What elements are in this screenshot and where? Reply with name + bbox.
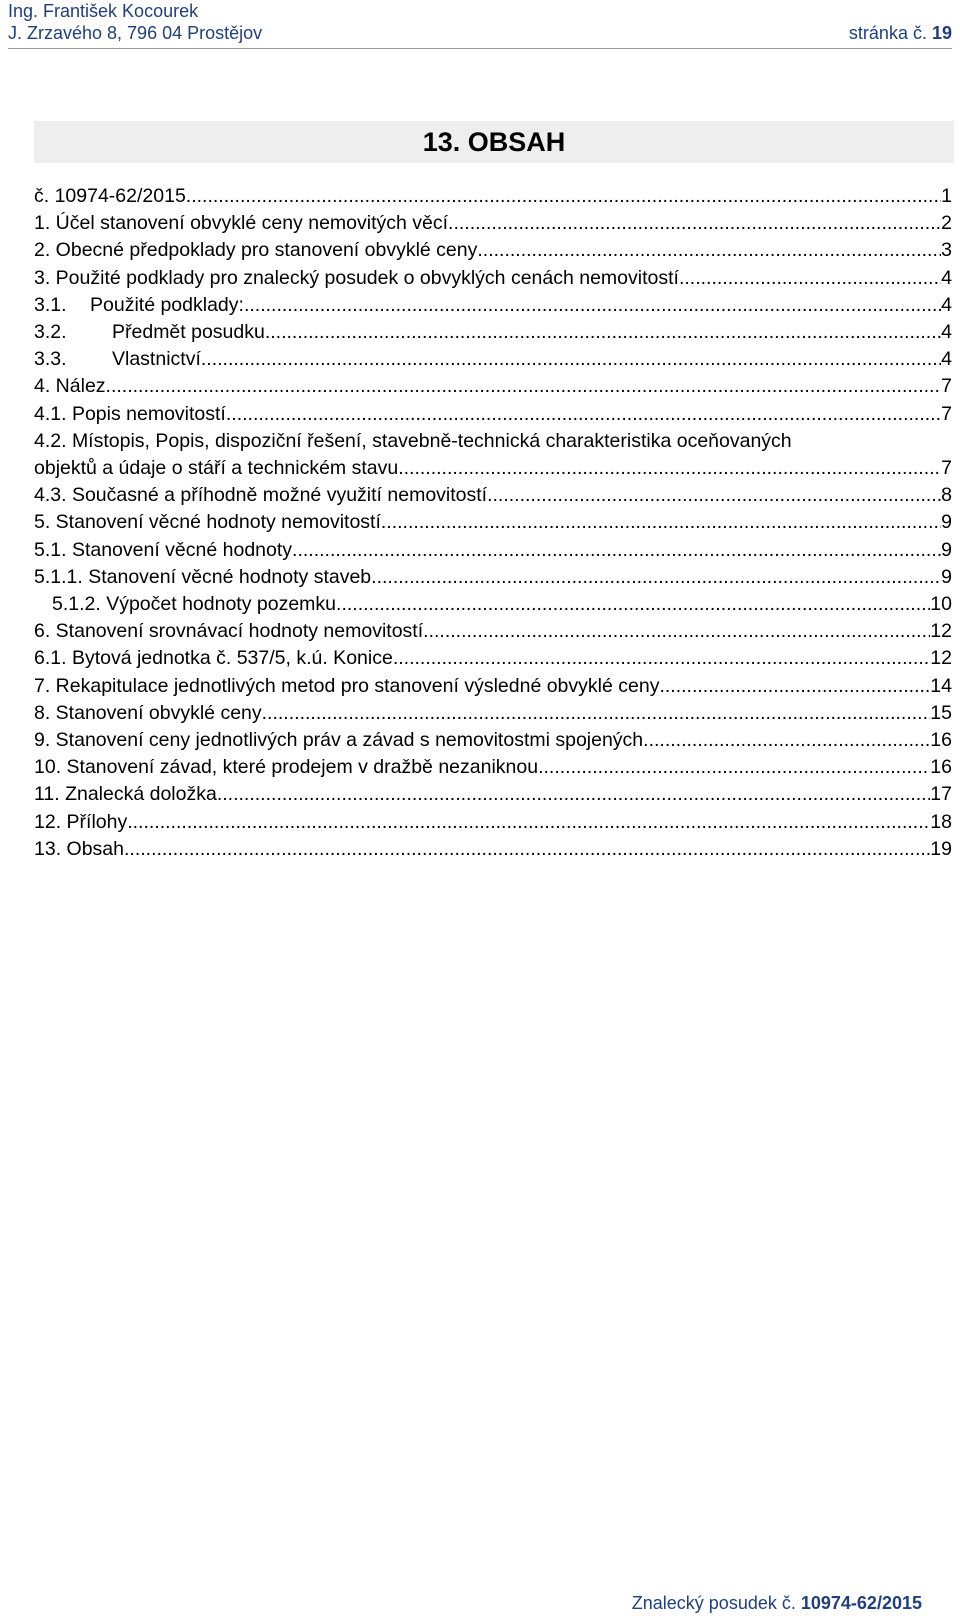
section-title-band	[34, 121, 954, 163]
toc-leader	[262, 700, 931, 727]
toc-leader	[643, 727, 930, 754]
author-address: J. Zrzavého 8, 796 04 Prostějov	[8, 23, 263, 43]
toc-entry-page: 9	[941, 538, 952, 561]
toc-leader	[659, 673, 930, 700]
toc-entry-page: 9	[941, 565, 952, 588]
toc-entry[interactable]	[34, 564, 952, 591]
toc-entry[interactable]	[34, 700, 952, 727]
page-label: stránka č.	[848, 23, 927, 43]
toc-entry[interactable]	[34, 509, 952, 536]
toc-entry-page: 1	[941, 185, 952, 207]
toc-entry[interactable]	[34, 292, 952, 319]
toc-entry-text: Předmět posudku	[112, 321, 265, 344]
toc-entry-text: 8. Stanovení obvyklé ceny	[34, 701, 262, 724]
toc-entry-text: 4.1. Popis nemovitostí	[34, 402, 226, 425]
toc-entry[interactable]	[34, 727, 952, 754]
toc-leader	[679, 265, 941, 292]
toc-entry-text: 4. Nález	[34, 375, 106, 398]
toc-entry[interactable]	[34, 346, 952, 373]
page-header	[8, 0, 952, 49]
toc-leader	[487, 482, 941, 509]
toc-entry-page: 15	[930, 701, 952, 724]
toc-entry[interactable]	[34, 673, 952, 700]
toc-entry-page: 7	[941, 375, 952, 398]
toc-entry-page: 4	[941, 266, 952, 289]
toc-entry-text: 5. Stanovení věcné hodnoty nemovitostí	[34, 511, 381, 534]
toc-entry-page: 4	[941, 321, 952, 344]
toc-entry[interactable]	[34, 836, 952, 863]
toc-entry[interactable]	[34, 210, 952, 237]
toc-entry[interactable]	[34, 591, 952, 618]
toc-entry-page: 19	[930, 837, 952, 860]
toc-leader	[124, 836, 930, 863]
toc-entry[interactable]	[34, 319, 952, 346]
toc-entry[interactable]	[34, 237, 952, 264]
toc-entry-page: 4	[941, 348, 952, 371]
toc-leader	[244, 292, 941, 319]
toc-entry-text: 3. Použité podklady pro znalecký posudek o obvyklých cenách nemovitostí	[34, 266, 679, 289]
toc-entry-text: 9. Stanovení ceny jednotlivých práv a závad s nemovitostmi spojených	[34, 729, 644, 752]
toc-entry[interactable]	[34, 809, 952, 836]
toc-entry-page: 2	[941, 212, 952, 235]
toc-entry-text: 6. Stanovení srovnávací hodnoty nemovitostí	[34, 620, 424, 643]
toc-entry[interactable]	[34, 265, 952, 292]
section-title: 13. OBSAH	[422, 127, 566, 157]
toc-entry[interactable]	[34, 537, 952, 564]
toc-entry-page: 16	[930, 756, 952, 779]
toc-entry-number: 3.2.	[34, 321, 67, 344]
toc-entry-text: 2. Obecné předpoklady pro stanovení obvyklé ceny	[34, 239, 478, 262]
toc-entry-text: 6.1. Bytová jednotka č. 537/5, k.ú. Konice	[34, 647, 393, 670]
toc-entry-text: 11. Znalecká doložka	[34, 783, 217, 806]
toc-entry-text: 13. Obsah	[34, 837, 124, 860]
toc-entry-text: č. 10974-62/2015	[34, 185, 186, 207]
toc-entry-page: 18	[930, 810, 952, 833]
toc-leader	[226, 401, 941, 428]
toc-entry-multiline[interactable]	[34, 428, 952, 482]
toc-entry-page: 4	[941, 293, 952, 316]
toc-entry[interactable]	[34, 373, 952, 400]
page-number: 19	[931, 23, 952, 43]
table-of-contents	[34, 183, 952, 863]
toc-leader	[217, 781, 930, 808]
toc-entry[interactable]	[34, 618, 952, 645]
footer-doc-number: 10974-62/2015	[800, 1593, 922, 1613]
toc-entry-page: 10	[930, 593, 952, 616]
toc-entry-text: 4.2. Místopis, Popis, dispoziční řešení, stavebně-technická charakteristika oceňovaných	[34, 429, 792, 452]
toc-entry-page: 12	[930, 647, 952, 670]
toc-entry-text: 1. Účel stanovení obvyklé ceny nemovitých věcí	[34, 212, 449, 235]
toc-entry[interactable]	[34, 754, 952, 781]
toc-entry-page: 17	[930, 783, 952, 806]
toc-entry-text: Použité podklady:	[90, 293, 244, 316]
toc-leader	[448, 210, 941, 237]
toc-leader	[336, 591, 930, 618]
toc-entry-text: 12. Přílohy	[34, 810, 128, 833]
toc-leader	[477, 237, 941, 264]
page-footer	[632, 1592, 922, 1614]
toc-entry[interactable]	[34, 183, 952, 210]
toc-leader	[292, 537, 941, 564]
toc-entry-text: 5.1.2. Výpočet hodnoty pozemku	[52, 593, 337, 616]
toc-leader	[106, 373, 942, 400]
toc-leader	[538, 754, 930, 781]
toc-leader	[371, 564, 941, 591]
toc-entry-text: 5.1. Stanovení věcné hodnoty	[34, 538, 293, 561]
toc-entry[interactable]	[34, 781, 952, 808]
toc-leader	[127, 809, 930, 836]
toc-entry-page: 9	[941, 511, 952, 534]
toc-entry-page: 7	[941, 457, 952, 480]
toc-entry-page: 7	[941, 402, 952, 425]
toc-entry-text: 5.1.1. Stanovení věcné hodnoty staveb	[34, 565, 372, 588]
toc-leader	[381, 509, 941, 536]
toc-entry-text: 10. Stanovení závad, které prodejem v dražbě nezaniknou	[34, 756, 539, 779]
author-name: Ing. František Kocourek	[8, 1, 199, 21]
header-page-number	[849, 22, 952, 44]
toc-leader	[404, 455, 942, 482]
toc-leader	[201, 346, 941, 373]
toc-entry-page: 12	[930, 620, 952, 643]
toc-entry[interactable]	[34, 645, 952, 672]
toc-entry[interactable]	[34, 401, 952, 428]
toc-leader	[423, 618, 930, 645]
toc-entry-text: 4.3. Současné a příhodně možné využití nemovitostí	[34, 484, 488, 507]
toc-entry[interactable]	[34, 482, 952, 509]
toc-leader	[393, 645, 930, 672]
toc-entry-number: 3.3.	[34, 348, 67, 371]
toc-leader	[265, 319, 941, 346]
toc-entry-text: Vlastnictví	[112, 348, 201, 371]
toc-entry-page: 16	[930, 729, 952, 752]
toc-leader	[186, 183, 941, 210]
toc-entry-page: 8	[941, 484, 952, 507]
toc-entry-page: 3	[941, 239, 952, 262]
toc-entry-text-cont: objektů a údaje o stáří a technickém stavu.	[34, 457, 404, 480]
toc-entry-number: 3.1.	[34, 293, 67, 316]
footer-label: Znalecký posudek č.	[631, 1593, 796, 1613]
toc-entry-page: 14	[930, 674, 952, 697]
toc-entry-continuation	[34, 455, 952, 482]
toc-entry-text: 7. Rekapitulace jednotlivých metod pro stanovení výsledné obvyklé ceny	[34, 674, 660, 697]
